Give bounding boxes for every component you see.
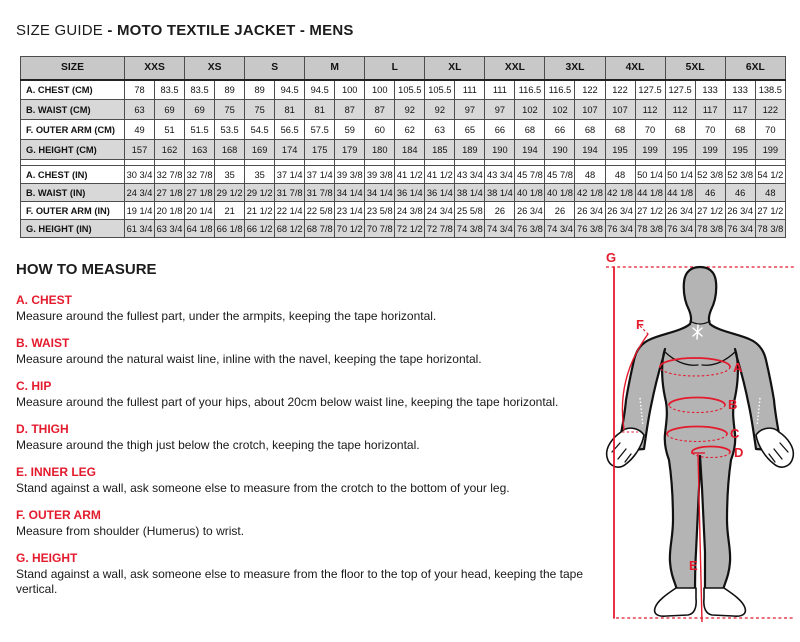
size-value-cell: 51 (155, 120, 185, 140)
measure-section (16, 293, 602, 324)
size-value-cell: 44 1/8 (635, 184, 665, 202)
size-value-cell: 24 3/4 (425, 202, 455, 220)
size-value-cell: 112 (665, 100, 695, 120)
size-value-cell: 66 1/8 (215, 220, 245, 238)
size-column-header: L (365, 57, 425, 80)
table-row (21, 166, 786, 184)
size-value-cell: 133 (695, 80, 725, 100)
size-value-cell: 105.5 (425, 80, 455, 100)
size-value-cell: 75 (245, 100, 275, 120)
figure-label-waist: B (728, 397, 738, 412)
size-value-cell: 78 (125, 80, 155, 100)
measure-section-text: Measure from shoulder (Humerus) to wrist. (16, 524, 245, 538)
size-value-cell: 70 (755, 120, 785, 140)
size-value-cell: 102 (515, 100, 545, 120)
size-value-cell: 37 1/4 (305, 166, 335, 184)
size-value-cell: 25 5/8 (455, 202, 485, 220)
size-value-cell: 195 (665, 140, 695, 160)
size-value-cell: 60 (365, 120, 395, 140)
size-value-cell: 70 (635, 120, 665, 140)
table-header-row (21, 57, 786, 80)
size-value-cell: 169 (245, 140, 275, 160)
size-value-cell: 20 1/4 (185, 202, 215, 220)
measure-section-label: E. INNER LEG (16, 465, 97, 479)
size-value-cell: 30 3/4 (125, 166, 155, 184)
size-value-cell: 174 (275, 140, 305, 160)
size-value-cell: 199 (695, 140, 725, 160)
size-value-cell: 27 1/8 (185, 184, 215, 202)
right-hand (756, 428, 793, 467)
table-row (21, 140, 786, 160)
size-value-cell: 21 1/2 (245, 202, 275, 220)
size-value-cell: 38 1/4 (455, 184, 485, 202)
size-value-cell: 26 3/4 (665, 202, 695, 220)
size-value-cell: 111 (485, 80, 515, 100)
size-value-cell: 66 (485, 120, 515, 140)
row-label: F. OUTER ARM (CM) (21, 120, 125, 140)
size-value-cell: 162 (155, 140, 185, 160)
size-value-cell: 36 1/4 (425, 184, 455, 202)
size-value-cell: 102 (545, 100, 575, 120)
size-value-cell: 122 (605, 80, 635, 100)
how-to-measure (16, 261, 602, 609)
left-hand (607, 428, 644, 467)
size-value-cell: 92 (425, 100, 455, 120)
size-value-cell: 69 (185, 100, 215, 120)
size-value-cell: 97 (485, 100, 515, 120)
size-value-cell: 46 (725, 184, 755, 202)
measure-section (16, 551, 602, 597)
size-value-cell: 66 (545, 120, 575, 140)
size-value-cell: 22 1/4 (275, 202, 305, 220)
size-column-header: XXS (125, 57, 185, 80)
size-value-cell: 163 (185, 140, 215, 160)
size-value-cell: 83.5 (155, 80, 185, 100)
measure-section-label: A. CHEST (16, 293, 73, 307)
size-value-cell: 53.5 (215, 120, 245, 140)
size-value-cell: 66 1/2 (245, 220, 275, 238)
size-value-cell: 54 1/2 (755, 166, 785, 184)
size-value-cell: 184 (395, 140, 425, 160)
size-value-cell: 45 7/8 (545, 166, 575, 184)
size-column-header: 3XL (545, 57, 605, 80)
size-value-cell: 48 (755, 184, 785, 202)
size-value-cell: 32 7/8 (185, 166, 215, 184)
size-value-cell: 35 (215, 166, 245, 184)
table-row (21, 80, 786, 100)
size-value-cell: 23 5/8 (365, 202, 395, 220)
size-value-cell: 50 1/4 (635, 166, 665, 184)
size-value-cell: 69 (155, 100, 185, 120)
size-value-cell: 117 (695, 100, 725, 120)
size-value-cell: 40 1/8 (515, 184, 545, 202)
size-value-cell: 111 (455, 80, 485, 100)
size-value-cell: 133 (725, 80, 755, 100)
size-value-cell: 189 (455, 140, 485, 160)
size-value-cell: 23 1/4 (335, 202, 365, 220)
size-table-body (21, 57, 786, 238)
size-value-cell: 175 (305, 140, 335, 160)
size-value-cell: 74 3/4 (545, 220, 575, 238)
size-value-cell: 29 1/2 (215, 184, 245, 202)
size-value-cell: 105.5 (395, 80, 425, 100)
measure-section-label: G. HEIGHT (16, 551, 78, 565)
size-value-cell: 21 (215, 202, 245, 220)
figure-label-height: G (606, 250, 617, 265)
size-value-cell: 22 5/8 (305, 202, 335, 220)
size-value-cell: 195 (725, 140, 755, 160)
row-label: F. OUTER ARM (IN) (21, 202, 125, 220)
size-value-cell: 157 (125, 140, 155, 160)
measure-section-text: Measure around the fullest part, under the armpits, keeping the tape horizontal. (16, 309, 437, 323)
row-label: B. WAIST (CM) (21, 100, 125, 120)
size-value-cell: 46 (695, 184, 725, 202)
size-value-cell: 97 (455, 100, 485, 120)
size-column-header: 6XL (725, 57, 785, 80)
size-value-cell: 45 7/8 (515, 166, 545, 184)
size-value-cell: 74 3/8 (455, 220, 485, 238)
size-value-cell: 68 (515, 120, 545, 140)
measure-section (16, 508, 602, 539)
size-value-cell: 20 1/8 (155, 202, 185, 220)
size-value-cell: 89 (245, 80, 275, 100)
size-value-cell: 116.5 (545, 80, 575, 100)
table-row (21, 220, 786, 238)
size-value-cell: 42 1/8 (575, 184, 605, 202)
figure-label-thigh: D (734, 445, 744, 460)
size-value-cell: 122 (575, 80, 605, 100)
size-value-cell: 92 (395, 100, 425, 120)
size-value-cell: 194 (515, 140, 545, 160)
row-label: G. HEIGHT (CM) (21, 140, 125, 160)
size-value-cell: 122 (755, 100, 785, 120)
size-value-cell: 68 (665, 120, 695, 140)
size-value-cell: 68 (725, 120, 755, 140)
size-value-cell: 168 (215, 140, 245, 160)
size-value-cell: 70 1/2 (335, 220, 365, 238)
size-value-cell: 61 3/4 (125, 220, 155, 238)
size-value-cell: 41 1/2 (425, 166, 455, 184)
figure-label-hip: C (730, 426, 740, 441)
figure-label-inner-leg: E (689, 558, 698, 573)
size-column-header: M (305, 57, 365, 80)
size-value-cell: 117 (725, 100, 755, 120)
size-value-cell: 107 (605, 100, 635, 120)
size-value-cell: 179 (335, 140, 365, 160)
size-value-cell: 68 (605, 120, 635, 140)
size-value-cell: 27 1/2 (755, 202, 785, 220)
size-value-cell: 52 3/8 (725, 166, 755, 184)
size-value-cell: 48 (605, 166, 635, 184)
size-value-cell: 19 1/4 (125, 202, 155, 220)
figure-label-outer-arm: F (636, 317, 644, 332)
size-value-cell: 190 (485, 140, 515, 160)
size-value-cell: 127.5 (635, 80, 665, 100)
size-value-cell: 24 3/4 (125, 184, 155, 202)
size-value-cell: 36 1/4 (395, 184, 425, 202)
measure-section-text: Stand against a wall, ask someone else to measure from the crotch to the bottom of your leg. (16, 481, 510, 495)
size-column-header: 5XL (665, 57, 725, 80)
size-value-cell: 42 1/8 (605, 184, 635, 202)
right-foot (704, 588, 746, 616)
size-value-cell: 72 1/2 (395, 220, 425, 238)
title-prefix: SIZE GUIDE (16, 22, 108, 39)
size-value-cell: 62 (395, 120, 425, 140)
size-value-cell: 34 1/4 (365, 184, 395, 202)
size-value-cell: 68 7/8 (305, 220, 335, 238)
size-value-cell: 75 (215, 100, 245, 120)
row-label: G. HEIGHT (IN) (21, 220, 125, 238)
measure-section-label: C. HIP (16, 379, 52, 393)
measure-section-text: Measure around the thigh just below the crotch, keeping the tape horizontal. (16, 438, 420, 452)
size-value-cell: 180 (365, 140, 395, 160)
page-title (16, 22, 354, 39)
measure-section-text: Measure around the natural waist line, inline with the navel, keeping the tape horizontal. (16, 352, 482, 366)
size-value-cell: 81 (305, 100, 335, 120)
size-value-cell: 63 (125, 100, 155, 120)
size-corner-header: SIZE (21, 57, 125, 80)
row-label: A. CHEST (IN) (21, 166, 125, 184)
measurement-figure (598, 248, 798, 642)
size-value-cell: 44 1/8 (665, 184, 695, 202)
size-value-cell: 40 1/8 (545, 184, 575, 202)
size-value-cell: 49 (125, 120, 155, 140)
size-value-cell: 37 1/4 (275, 166, 305, 184)
size-value-cell: 76 3/8 (515, 220, 545, 238)
size-value-cell: 70 7/8 (365, 220, 395, 238)
size-value-cell: 112 (635, 100, 665, 120)
size-value-cell: 31 7/8 (305, 184, 335, 202)
size-value-cell: 27 1/2 (635, 202, 665, 220)
size-value-cell: 76 3/4 (605, 220, 635, 238)
size-value-cell: 138.5 (755, 80, 785, 100)
size-value-cell: 24 3/8 (395, 202, 425, 220)
size-column-header: 4XL (605, 57, 665, 80)
size-value-cell: 29 1/2 (245, 184, 275, 202)
measure-section (16, 379, 602, 410)
size-value-cell: 116.5 (515, 80, 545, 100)
size-value-cell: 43 3/4 (485, 166, 515, 184)
size-value-cell: 68 1/2 (275, 220, 305, 238)
size-column-header: XS (185, 57, 245, 80)
measure-section-label: F. OUTER ARM (16, 508, 101, 522)
size-value-cell: 63 3/4 (155, 220, 185, 238)
size-value-cell: 27 1/2 (695, 202, 725, 220)
size-value-cell: 50 1/4 (665, 166, 695, 184)
size-value-cell: 185 (425, 140, 455, 160)
measure-section (16, 422, 602, 453)
size-column-header: XXL (485, 57, 545, 80)
size-value-cell: 78 3/8 (695, 220, 725, 238)
size-value-cell: 199 (755, 140, 785, 160)
figure-label-chest: A (733, 360, 743, 375)
size-value-cell: 127.5 (665, 80, 695, 100)
size-value-cell: 74 3/4 (485, 220, 515, 238)
size-value-cell: 59 (335, 120, 365, 140)
size-value-cell: 26 3/4 (515, 202, 545, 220)
size-value-cell: 34 1/4 (335, 184, 365, 202)
size-value-cell: 194 (575, 140, 605, 160)
size-value-cell: 81 (275, 100, 305, 120)
size-value-cell: 94.5 (305, 80, 335, 100)
size-value-cell: 48 (575, 166, 605, 184)
size-value-cell: 52 3/8 (695, 166, 725, 184)
size-value-cell: 26 3/4 (575, 202, 605, 220)
size-value-cell: 76 3/8 (575, 220, 605, 238)
size-value-cell: 54.5 (245, 120, 275, 140)
size-value-cell: 56.5 (275, 120, 305, 140)
size-column-header: XL (425, 57, 485, 80)
size-value-cell: 100 (335, 80, 365, 100)
size-value-cell: 27 1/8 (155, 184, 185, 202)
measure-section (16, 465, 602, 496)
size-value-cell: 26 3/4 (725, 202, 755, 220)
size-value-cell: 190 (545, 140, 575, 160)
size-value-cell: 51.5 (185, 120, 215, 140)
measure-section (16, 336, 602, 367)
measure-section-text: Measure around the fullest part of your hips, about 20cm below waist line, keeping the tape horizontal. (16, 395, 559, 409)
measure-section-text: Stand against a wall, ask someone else to measure from the floor to the top of your head, keeping the tape vertical. (16, 567, 584, 596)
size-table (20, 56, 786, 238)
size-value-cell: 64 1/8 (185, 220, 215, 238)
size-value-cell: 43 3/4 (455, 166, 485, 184)
size-value-cell: 87 (335, 100, 365, 120)
size-value-cell: 100 (365, 80, 395, 100)
size-value-cell: 195 (605, 140, 635, 160)
left-foot (655, 588, 697, 616)
size-value-cell: 87 (365, 100, 395, 120)
size-value-cell: 41 1/2 (395, 166, 425, 184)
size-value-cell: 32 7/8 (155, 166, 185, 184)
size-value-cell: 63 (425, 120, 455, 140)
size-value-cell: 72 7/8 (425, 220, 455, 238)
size-value-cell: 199 (635, 140, 665, 160)
table-row (21, 202, 786, 220)
size-column-header: S (245, 57, 305, 80)
size-value-cell: 38 1/4 (485, 184, 515, 202)
measure-section-label: D. THIGH (16, 422, 69, 436)
size-value-cell: 94.5 (275, 80, 305, 100)
size-value-cell: 78 3/8 (755, 220, 785, 238)
size-value-cell: 26 (485, 202, 515, 220)
size-value-cell: 68 (575, 120, 605, 140)
size-value-cell: 89 (215, 80, 245, 100)
size-value-cell: 39 3/8 (335, 166, 365, 184)
how-to-measure-heading: HOW TO MEASURE (16, 261, 157, 278)
title-product: - MOTO TEXTILE JACKET - MENS (107, 22, 354, 39)
size-value-cell: 26 3/4 (605, 202, 635, 220)
size-value-cell: 78 3/8 (635, 220, 665, 238)
size-value-cell: 107 (575, 100, 605, 120)
size-value-cell: 57.5 (305, 120, 335, 140)
measure-section-label: B. WAIST (16, 336, 70, 350)
measure-sections (16, 293, 602, 597)
size-value-cell: 39 3/8 (365, 166, 395, 184)
size-value-cell: 76 3/4 (665, 220, 695, 238)
row-label: A. CHEST (CM) (21, 80, 125, 100)
table-row (21, 100, 786, 120)
size-value-cell: 26 (545, 202, 575, 220)
table-row (21, 120, 786, 140)
table-row (21, 184, 786, 202)
size-value-cell: 70 (695, 120, 725, 140)
size-value-cell: 76 3/4 (725, 220, 755, 238)
size-value-cell: 83.5 (185, 80, 215, 100)
size-value-cell: 31 7/8 (275, 184, 305, 202)
size-value-cell: 35 (245, 166, 275, 184)
size-value-cell: 65 (455, 120, 485, 140)
row-label: B. WAIST (IN) (21, 184, 125, 202)
